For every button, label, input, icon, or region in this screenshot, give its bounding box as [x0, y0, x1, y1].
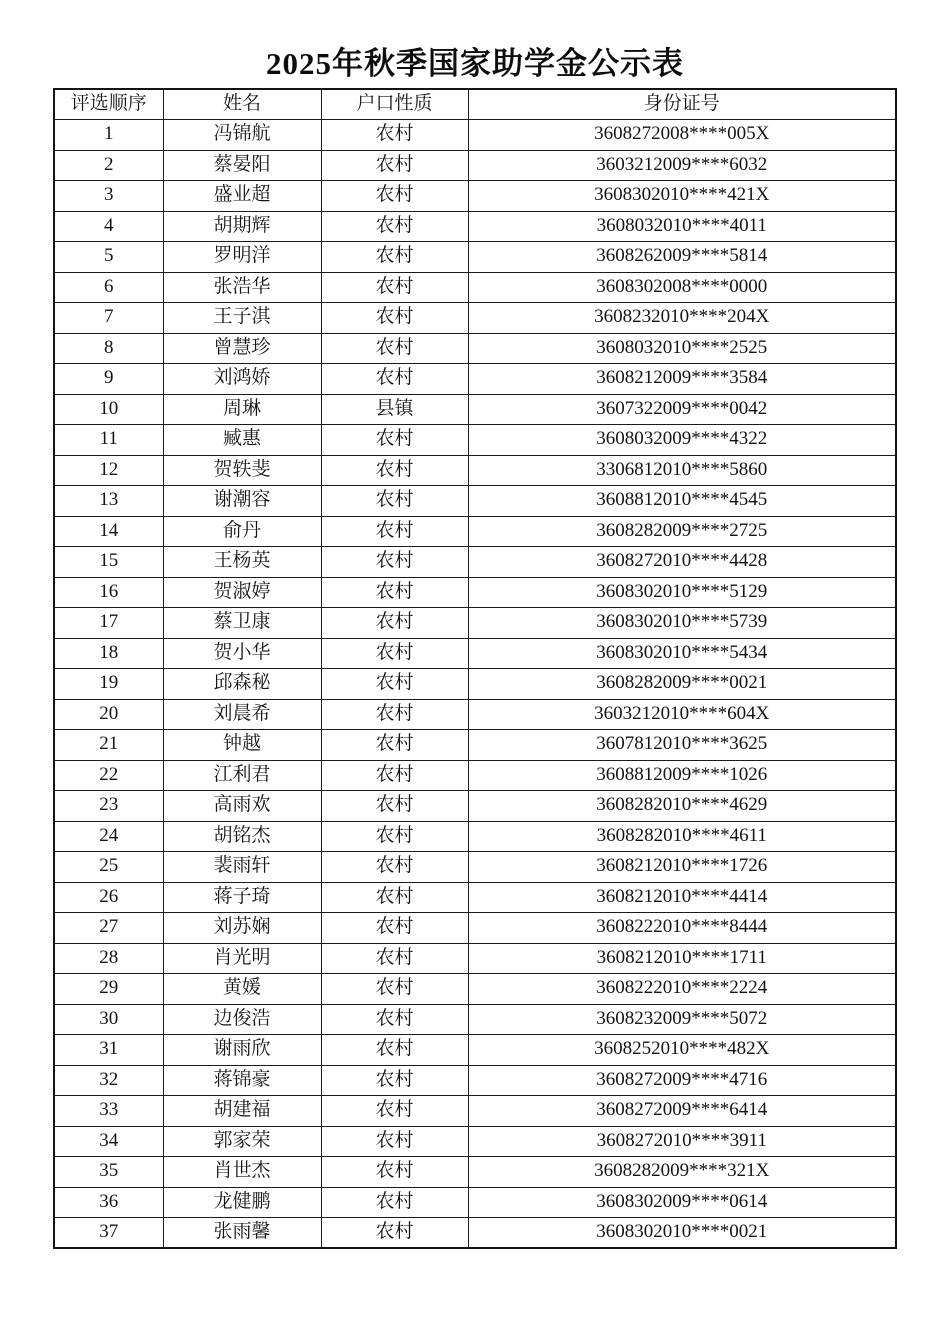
header-id-number: 身份证号 — [468, 89, 896, 120]
table-row — [54, 272, 896, 303]
cell-name: 贺淑婷 — [163, 577, 321, 608]
cell-id-number: 3608282010****4629 — [468, 791, 896, 822]
cell-selection-order: 11 — [54, 425, 163, 456]
cell-household-type: 农村 — [321, 181, 468, 212]
cell-name: 钟越 — [163, 730, 321, 761]
cell-household-type: 农村 — [321, 211, 468, 242]
cell-id-number: 3608212009****3584 — [468, 364, 896, 395]
cell-id-number: 3608302010****0021 — [468, 1218, 896, 1249]
cell-household-type: 农村 — [321, 913, 468, 944]
cell-name: 蒋锦豪 — [163, 1065, 321, 1096]
cell-selection-order: 5 — [54, 242, 163, 273]
cell-household-type: 农村 — [321, 120, 468, 151]
table-header-row — [54, 89, 896, 120]
table-row — [54, 242, 896, 273]
table-row — [54, 425, 896, 456]
cell-name: 冯锦航 — [163, 120, 321, 151]
cell-name: 刘晨希 — [163, 699, 321, 730]
cell-id-number: 3608032010****4011 — [468, 211, 896, 242]
table-row — [54, 516, 896, 547]
cell-name: 郭家荣 — [163, 1126, 321, 1157]
cell-name: 曾慧珍 — [163, 333, 321, 364]
cell-household-type: 农村 — [321, 1065, 468, 1096]
cell-selection-order: 37 — [54, 1218, 163, 1249]
cell-name: 蔡晏阳 — [163, 150, 321, 181]
table-row — [54, 1004, 896, 1035]
cell-household-type: 农村 — [321, 1157, 468, 1188]
cell-id-number: 3608032009****4322 — [468, 425, 896, 456]
cell-name: 高雨欢 — [163, 791, 321, 822]
cell-selection-order: 14 — [54, 516, 163, 547]
cell-household-type: 农村 — [321, 272, 468, 303]
cell-household-type: 农村 — [321, 303, 468, 334]
table-row — [54, 364, 896, 395]
cell-id-number: 3607812010****3625 — [468, 730, 896, 761]
cell-name: 刘苏娴 — [163, 913, 321, 944]
cell-selection-order: 23 — [54, 791, 163, 822]
table-row — [54, 608, 896, 639]
table-row — [54, 455, 896, 486]
cell-name: 王子淇 — [163, 303, 321, 334]
cell-household-type: 农村 — [321, 486, 468, 517]
cell-id-number: 3608282009****321X — [468, 1157, 896, 1188]
cell-selection-order: 17 — [54, 608, 163, 639]
cell-id-number: 3608272010****4428 — [468, 547, 896, 578]
table-row — [54, 1035, 896, 1066]
cell-id-number: 3608272009****6414 — [468, 1096, 896, 1127]
cell-household-type: 农村 — [321, 1035, 468, 1066]
cell-household-type: 农村 — [321, 882, 468, 913]
cell-selection-order: 18 — [54, 638, 163, 669]
table-row — [54, 882, 896, 913]
table-row — [54, 211, 896, 242]
cell-selection-order: 3 — [54, 181, 163, 212]
cell-name: 王杨英 — [163, 547, 321, 578]
cell-name: 谢潮容 — [163, 486, 321, 517]
cell-selection-order: 8 — [54, 333, 163, 364]
cell-id-number: 3608272009****4716 — [468, 1065, 896, 1096]
table-row — [54, 699, 896, 730]
table-row — [54, 730, 896, 761]
cell-name: 张浩华 — [163, 272, 321, 303]
table-row — [54, 638, 896, 669]
scholarship-table — [53, 88, 897, 1249]
table-row — [54, 1126, 896, 1157]
cell-household-type: 农村 — [321, 791, 468, 822]
cell-id-number: 3603212009****6032 — [468, 150, 896, 181]
cell-name: 胡建福 — [163, 1096, 321, 1127]
cell-name: 刘鸿娇 — [163, 364, 321, 395]
cell-selection-order: 33 — [54, 1096, 163, 1127]
cell-name: 黄媛 — [163, 974, 321, 1005]
cell-selection-order: 25 — [54, 852, 163, 883]
cell-id-number: 3306812010****5860 — [468, 455, 896, 486]
cell-selection-order: 9 — [54, 364, 163, 395]
cell-id-number: 3608262009****5814 — [468, 242, 896, 273]
cell-name: 江利君 — [163, 760, 321, 791]
cell-household-type: 农村 — [321, 547, 468, 578]
table-row — [54, 852, 896, 883]
cell-household-type: 农村 — [321, 852, 468, 883]
cell-selection-order: 4 — [54, 211, 163, 242]
cell-name: 盛业超 — [163, 181, 321, 212]
table-row — [54, 1096, 896, 1127]
table-row — [54, 943, 896, 974]
table-row — [54, 1218, 896, 1249]
table-row — [54, 821, 896, 852]
cell-id-number: 3608302010****5739 — [468, 608, 896, 639]
table-row — [54, 760, 896, 791]
table-row — [54, 333, 896, 364]
cell-selection-order: 26 — [54, 882, 163, 913]
cell-selection-order: 28 — [54, 943, 163, 974]
table-row — [54, 303, 896, 334]
cell-household-type: 农村 — [321, 455, 468, 486]
table-row — [54, 577, 896, 608]
cell-selection-order: 22 — [54, 760, 163, 791]
cell-name: 肖光明 — [163, 943, 321, 974]
cell-name: 俞丹 — [163, 516, 321, 547]
table-row — [54, 181, 896, 212]
table-body — [54, 120, 896, 1249]
cell-household-type: 农村 — [321, 577, 468, 608]
table-row — [54, 1157, 896, 1188]
cell-household-type: 农村 — [321, 1096, 468, 1127]
cell-household-type: 农村 — [321, 1187, 468, 1218]
cell-name: 周琳 — [163, 394, 321, 425]
table-row — [54, 974, 896, 1005]
header-name: 姓名 — [163, 89, 321, 120]
page-title: 2025年秋季国家助学金公示表 — [266, 46, 684, 81]
cell-name: 罗明洋 — [163, 242, 321, 273]
cell-id-number: 3608232009****5072 — [468, 1004, 896, 1035]
cell-name: 贺小华 — [163, 638, 321, 669]
cell-selection-order: 34 — [54, 1126, 163, 1157]
cell-name: 张雨馨 — [163, 1218, 321, 1249]
table-row — [54, 669, 896, 700]
cell-household-type: 农村 — [321, 699, 468, 730]
cell-selection-order: 7 — [54, 303, 163, 334]
cell-id-number: 3608212010****4414 — [468, 882, 896, 913]
cell-selection-order: 30 — [54, 1004, 163, 1035]
cell-name: 谢雨欣 — [163, 1035, 321, 1066]
cell-selection-order: 21 — [54, 730, 163, 761]
cell-household-type: 农村 — [321, 1126, 468, 1157]
table-row — [54, 1065, 896, 1096]
cell-selection-order: 19 — [54, 669, 163, 700]
cell-id-number: 3608302009****0614 — [468, 1187, 896, 1218]
cell-name: 臧惠 — [163, 425, 321, 456]
cell-name: 裴雨轩 — [163, 852, 321, 883]
cell-household-type: 农村 — [321, 1004, 468, 1035]
table-row — [54, 150, 896, 181]
cell-selection-order: 20 — [54, 699, 163, 730]
header-selection-order: 评选顺序 — [54, 89, 163, 120]
cell-selection-order: 13 — [54, 486, 163, 517]
cell-selection-order: 15 — [54, 547, 163, 578]
cell-selection-order: 12 — [54, 455, 163, 486]
cell-id-number: 3608282009****2725 — [468, 516, 896, 547]
cell-selection-order: 35 — [54, 1157, 163, 1188]
cell-id-number: 3608302010****5129 — [468, 577, 896, 608]
cell-household-type: 农村 — [321, 638, 468, 669]
cell-name: 胡铭杰 — [163, 821, 321, 852]
cell-id-number: 3608272008****005X — [468, 120, 896, 151]
cell-selection-order: 31 — [54, 1035, 163, 1066]
cell-household-type: 农村 — [321, 669, 468, 700]
cell-selection-order: 2 — [54, 150, 163, 181]
cell-selection-order: 29 — [54, 974, 163, 1005]
cell-household-type: 农村 — [321, 364, 468, 395]
cell-id-number: 3603212010****604X — [468, 699, 896, 730]
cell-household-type: 农村 — [321, 150, 468, 181]
table-row — [54, 120, 896, 151]
cell-id-number: 3608222010****8444 — [468, 913, 896, 944]
header-household-type: 户口性质 — [321, 89, 468, 120]
cell-id-number: 3608302010****5434 — [468, 638, 896, 669]
cell-id-number: 3608302010****421X — [468, 181, 896, 212]
table-row — [54, 394, 896, 425]
cell-id-number: 3608812010****4545 — [468, 486, 896, 517]
cell-name: 邱森秘 — [163, 669, 321, 700]
cell-household-type: 农村 — [321, 943, 468, 974]
cell-household-type: 农村 — [321, 821, 468, 852]
cell-id-number: 3608812009****1026 — [468, 760, 896, 791]
cell-household-type: 县镇 — [321, 394, 468, 425]
cell-id-number: 3608222010****2224 — [468, 974, 896, 1005]
cell-name: 龙健鹏 — [163, 1187, 321, 1218]
cell-name: 蔡卫康 — [163, 608, 321, 639]
cell-name: 贺轶斐 — [163, 455, 321, 486]
cell-selection-order: 1 — [54, 120, 163, 151]
cell-household-type: 农村 — [321, 242, 468, 273]
cell-selection-order: 24 — [54, 821, 163, 852]
cell-id-number: 3608252010****482X — [468, 1035, 896, 1066]
cell-selection-order: 36 — [54, 1187, 163, 1218]
cell-household-type: 农村 — [321, 974, 468, 1005]
cell-name: 胡期辉 — [163, 211, 321, 242]
cell-id-number: 3608282010****4611 — [468, 821, 896, 852]
cell-household-type: 农村 — [321, 608, 468, 639]
cell-selection-order: 32 — [54, 1065, 163, 1096]
cell-id-number: 3608282009****0021 — [468, 669, 896, 700]
cell-id-number: 3607322009****0042 — [468, 394, 896, 425]
table-row — [54, 791, 896, 822]
cell-household-type: 农村 — [321, 516, 468, 547]
cell-name: 边俊浩 — [163, 1004, 321, 1035]
table-row — [54, 486, 896, 517]
cell-name: 蒋子琦 — [163, 882, 321, 913]
cell-id-number: 3608232010****204X — [468, 303, 896, 334]
cell-id-number: 3608032010****2525 — [468, 333, 896, 364]
cell-household-type: 农村 — [321, 730, 468, 761]
cell-selection-order: 10 — [54, 394, 163, 425]
cell-selection-order: 6 — [54, 272, 163, 303]
cell-selection-order: 27 — [54, 913, 163, 944]
cell-selection-order: 16 — [54, 577, 163, 608]
table-row — [54, 1187, 896, 1218]
table-row — [54, 547, 896, 578]
cell-id-number: 3608212010****1726 — [468, 852, 896, 883]
cell-household-type: 农村 — [321, 425, 468, 456]
cell-id-number: 3608302008****0000 — [468, 272, 896, 303]
cell-household-type: 农村 — [321, 333, 468, 364]
cell-household-type: 农村 — [321, 1218, 468, 1249]
table-row — [54, 913, 896, 944]
cell-household-type: 农村 — [321, 760, 468, 791]
cell-id-number: 3608272010****3911 — [468, 1126, 896, 1157]
cell-name: 肖世杰 — [163, 1157, 321, 1188]
cell-id-number: 3608212010****1711 — [468, 943, 896, 974]
